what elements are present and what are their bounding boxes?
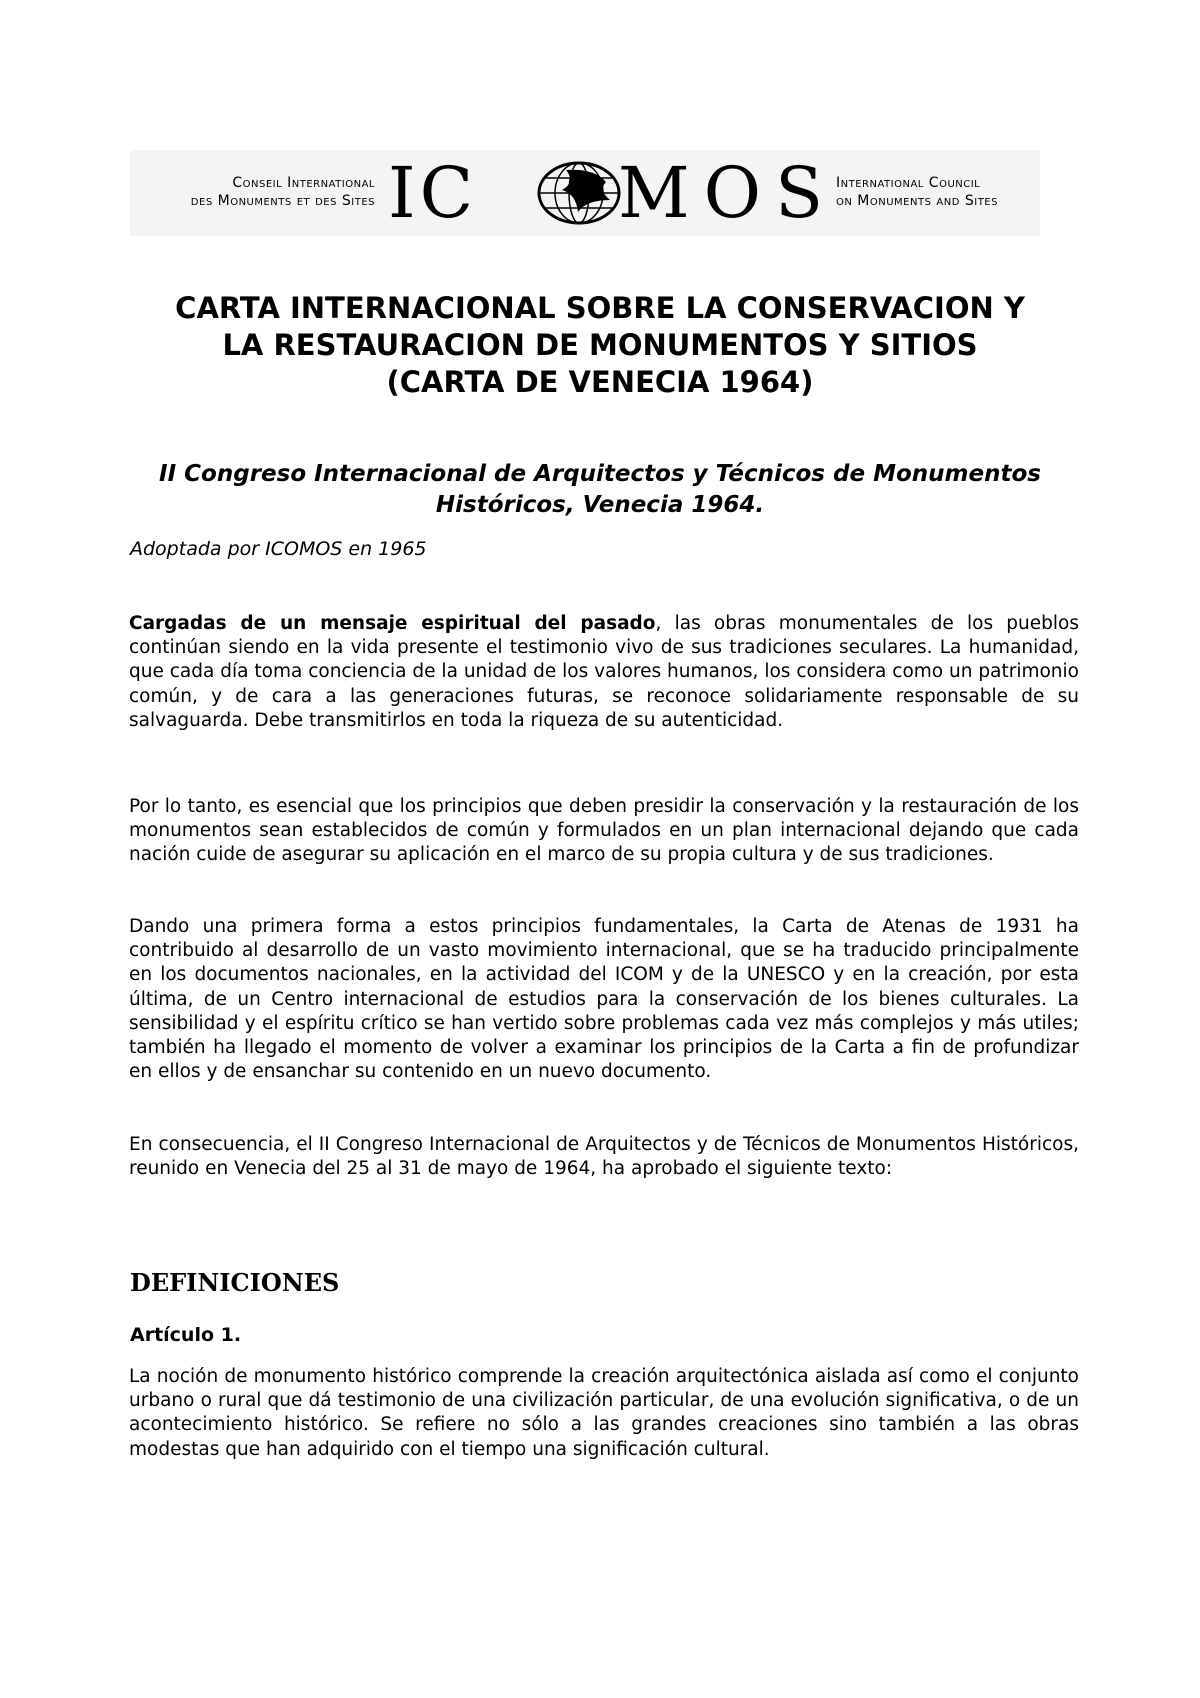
section-heading: DEFINICIONES bbox=[130, 1268, 340, 1297]
paragraph-1-text: , las obras monumentales de los pueblos continúan siendo en la vida presente el testimonio vivo de sus tradiciones seculares. La humanidad, que cada día toma conciencia de la unidad de los valores humanos, los considera como un patrimonio común, y de cara a las generaciones futuras, se reconoce solidariamente responsable de su salvaguarda. Debe transmitirlos en toda la riqueza de su autenticidad. bbox=[129, 613, 1079, 731]
article-1-text: La noción de monumento histórico comprende la creación arquitectónica aislada así como el conjunto urbano o rural que dá testimonio de una civilización particular, de una evolución significativa, o de un acontecimiento histórico. Se refiere no sólo a las grandes creaciones sino también a las obras modestas que han adquirido con el tiempo una significación cultural. bbox=[129, 1366, 1079, 1460]
congress-subtitle bbox=[100, 459, 1100, 521]
title-line-2: LA RESTAURACION DE MONUMENTOS Y SITIOS bbox=[222, 328, 978, 362]
congress-line-1: II Congreso Internacional de Arquitectos y Técnicos de Monumentos bbox=[159, 461, 1041, 487]
logo-text-ic: IC bbox=[388, 152, 478, 234]
paragraph-1-lead: Cargadas de un mensaje espiritual del pasado bbox=[129, 613, 656, 634]
icomos-letterhead bbox=[130, 150, 1040, 236]
paragraph-4: En consecuencia, el II Congreso Internacional de Arquitectos y de Técnicos de Monumentos Históricos, reunido en Venecia del 25 al 31 de mayo de 1964, ha aprobado el siguiente texto: bbox=[129, 1134, 1079, 1180]
title-line-1: CARTA INTERNACIONAL SOBRE LA CONSERVACION Y bbox=[175, 291, 1025, 325]
paragraph-3: Dando una primera forma a estos principios fundamentales, la Carta de Atenas de 1931 ha contribuido al desarrollo de un vasto movimiento internacional, que se ha traducido principalmente en los documentos nacionales, en la actividad del ICOM y de la UNESCO y en la creación, por esta última, de un Centro internacional de estudios para la conservación de los bienes culturales. La sensibilidad y el espíritu crítico se han vertido sobre problemas cada vez más complejos y más utiles; también ha llegado el momento de volver a examinar los principios de la Carta a fin de profundizar en ellos y de ensanchar su contenido en un nuevo documento. bbox=[129, 916, 1079, 1083]
letterhead-right-text bbox=[836, 174, 1041, 210]
globe-icon bbox=[536, 160, 622, 226]
letterhead-left-line2: des Monuments et des Sites bbox=[190, 193, 375, 209]
congress-line-2: Históricos, Venecia 1964. bbox=[435, 492, 765, 518]
article-title: Artículo 1. bbox=[130, 1324, 242, 1346]
icomos-logo bbox=[388, 152, 838, 234]
paragraph-1 bbox=[129, 612, 1079, 733]
letterhead-left-line1: Conseil International bbox=[232, 175, 375, 191]
logo-text-mos: MOS bbox=[618, 152, 838, 234]
letterhead-right-line2: on Monuments and Sites bbox=[836, 193, 998, 209]
title-line-3: (CARTA DE VENECIA 1964) bbox=[386, 365, 814, 399]
document-title bbox=[100, 290, 1100, 401]
letterhead-left-text bbox=[130, 174, 375, 210]
letterhead-right-line1: International Council bbox=[836, 175, 981, 191]
adoption-note: Adoptada por ICOMOS en 1965 bbox=[130, 538, 427, 560]
paragraph-2: Por lo tanto, es esencial que los principios que deben presidir la conservación y la restauración de los monumentos sean establecidos de común y formulados en un plan internacional dejando que cada nación cuide de asegurar su aplicación en el marco de su propia cultura y de sus tradiciones. bbox=[129, 796, 1079, 866]
